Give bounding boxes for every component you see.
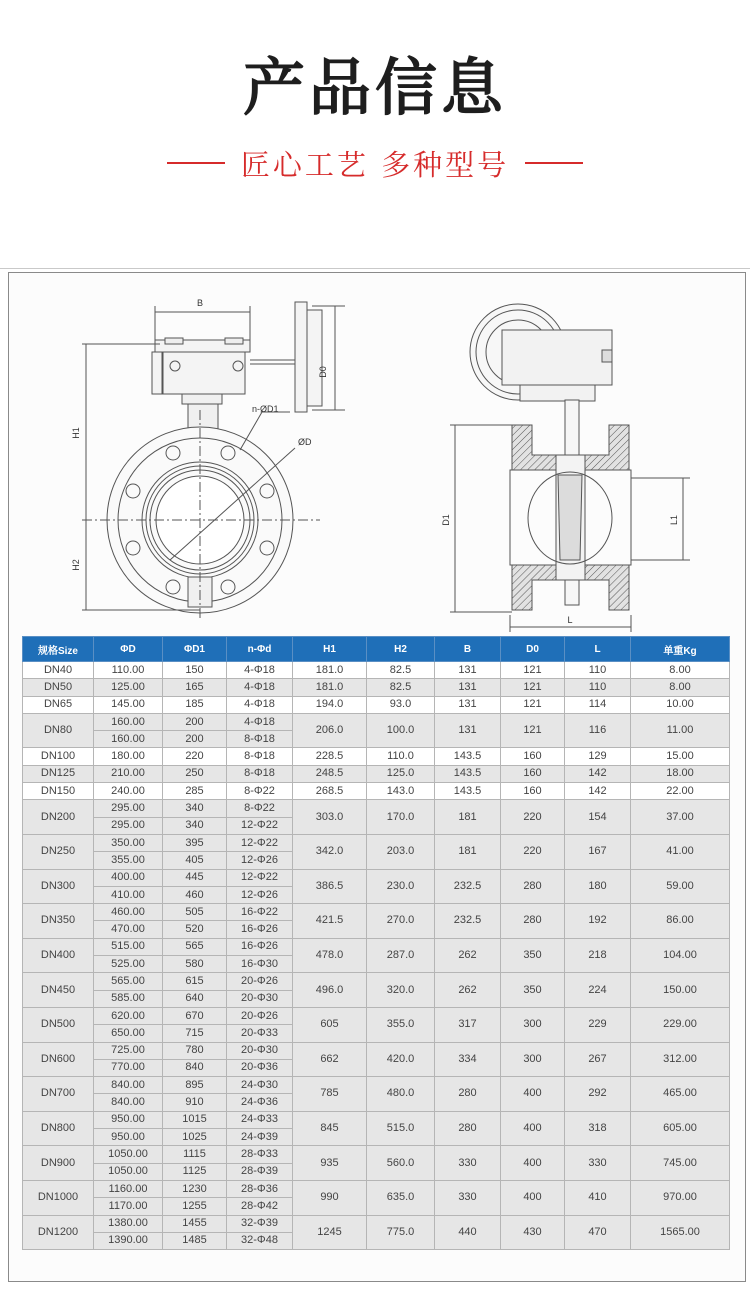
- cell-od1: 1115: [163, 1146, 227, 1163]
- cell-h2: 170.0: [367, 800, 435, 835]
- cell-od: 950.00: [94, 1111, 163, 1128]
- cell-od: 525.00: [94, 956, 163, 973]
- cell-l: 116: [565, 713, 631, 748]
- cell-h2: 82.5: [367, 679, 435, 696]
- cell-h2: 775.0: [367, 1215, 435, 1250]
- spec-table-body: [23, 662, 730, 1250]
- cell-l: 292: [565, 1077, 631, 1112]
- cell-b: 262: [435, 973, 501, 1008]
- cell-size: DN800: [23, 1111, 94, 1146]
- cell-od: 295.00: [94, 817, 163, 834]
- cell-od1: 1015: [163, 1111, 227, 1128]
- cell-size: DN1200: [23, 1215, 94, 1250]
- cell-l: 267: [565, 1042, 631, 1077]
- cell-h1: 386.5: [293, 869, 367, 904]
- cell-b: 181: [435, 800, 501, 835]
- cell-size: DN900: [23, 1146, 94, 1181]
- cell-d0: 220: [501, 834, 565, 869]
- cell-weight: 15.00: [631, 748, 730, 765]
- cell-l: 142: [565, 783, 631, 800]
- cell-od: 1380.00: [94, 1215, 163, 1232]
- cell-h2: 515.0: [367, 1111, 435, 1146]
- cell-d0: 300: [501, 1042, 565, 1077]
- dim-d-label: ØD: [298, 437, 312, 447]
- cell-od: 1170.00: [94, 1198, 163, 1215]
- cell-od1: 1230: [163, 1180, 227, 1197]
- cell-h1: 496.0: [293, 973, 367, 1008]
- cell-bolts: 20-Φ30: [227, 1042, 293, 1059]
- dim-d1-label: D1: [441, 514, 451, 526]
- cell-od: 470.00: [94, 921, 163, 938]
- cell-d0: 400: [501, 1180, 565, 1215]
- cell-l: 110: [565, 679, 631, 696]
- cell-od: 515.00: [94, 938, 163, 955]
- cell-h2: 230.0: [367, 869, 435, 904]
- cell-weight: 150.00: [631, 973, 730, 1008]
- cell-b: 280: [435, 1111, 501, 1146]
- cell-size: DN700: [23, 1077, 94, 1112]
- cell-od: 585.00: [94, 990, 163, 1007]
- cell-d0: 400: [501, 1146, 565, 1181]
- cell-bolts: 8-Φ22: [227, 783, 293, 800]
- dim-nd1-label: n-ØD1: [252, 404, 279, 414]
- cell-od1: 220: [163, 748, 227, 765]
- cell-od: 1390.00: [94, 1232, 163, 1249]
- cell-weight: 18.00: [631, 765, 730, 782]
- cell-weight: 8.00: [631, 679, 730, 696]
- cell-l: 180: [565, 869, 631, 904]
- cell-b: 131: [435, 679, 501, 696]
- cell-od1: 150: [163, 662, 227, 679]
- cell-h2: 270.0: [367, 904, 435, 939]
- cell-size: DN125: [23, 765, 94, 782]
- cell-od: 565.00: [94, 973, 163, 990]
- cell-bolts: 4-Φ18: [227, 713, 293, 730]
- cell-l: 330: [565, 1146, 631, 1181]
- cell-b: 317: [435, 1007, 501, 1042]
- cell-od: 840.00: [94, 1077, 163, 1094]
- cell-od1: 640: [163, 990, 227, 1007]
- cell-bolts: 8-Φ22: [227, 800, 293, 817]
- cell-od: 110.00: [94, 662, 163, 679]
- cell-l: 142: [565, 765, 631, 782]
- cell-b: 330: [435, 1146, 501, 1181]
- cell-od1: 405: [163, 852, 227, 869]
- table-row: [23, 938, 730, 955]
- cell-b: 232.5: [435, 869, 501, 904]
- cell-h1: 194.0: [293, 696, 367, 713]
- cell-h1: 605: [293, 1007, 367, 1042]
- cell-size: DN600: [23, 1042, 94, 1077]
- cell-weight: 1565.00: [631, 1215, 730, 1250]
- cell-l: 114: [565, 696, 631, 713]
- cell-bolts: 12-Φ26: [227, 886, 293, 903]
- col-header-d0: D0: [501, 637, 565, 662]
- cell-h2: 203.0: [367, 834, 435, 869]
- cell-h2: 420.0: [367, 1042, 435, 1077]
- cell-od1: 250: [163, 765, 227, 782]
- cell-d0: 350: [501, 973, 565, 1008]
- cell-od: 145.00: [94, 696, 163, 713]
- cell-h1: 181.0: [293, 679, 367, 696]
- cell-bolts: 24-Φ33: [227, 1111, 293, 1128]
- cell-size: DN65: [23, 696, 94, 713]
- cell-h2: 355.0: [367, 1007, 435, 1042]
- cell-bolts: 32-Φ39: [227, 1215, 293, 1232]
- cell-size: DN150: [23, 783, 94, 800]
- cell-od1: 615: [163, 973, 227, 990]
- table-row: [23, 1111, 730, 1128]
- cell-bolts: 20-Φ36: [227, 1059, 293, 1076]
- cell-bolts: 16-Φ22: [227, 904, 293, 921]
- cell-size: DN40: [23, 662, 94, 679]
- cell-weight: 104.00: [631, 938, 730, 973]
- cell-b: 143.5: [435, 765, 501, 782]
- cell-bolts: 20-Φ30: [227, 990, 293, 1007]
- cell-od: 355.00: [94, 852, 163, 869]
- cell-size: DN450: [23, 973, 94, 1008]
- dim-l-label: L: [567, 615, 573, 625]
- cell-l: 318: [565, 1111, 631, 1146]
- cell-h2: 125.0: [367, 765, 435, 782]
- cell-d0: 400: [501, 1077, 565, 1112]
- cell-bolts: 4-Φ18: [227, 662, 293, 679]
- dim-b-label: B: [196, 298, 204, 308]
- table-row: [23, 713, 730, 730]
- cell-b: 330: [435, 1180, 501, 1215]
- cell-od1: 1255: [163, 1198, 227, 1215]
- cell-size: DN250: [23, 834, 94, 869]
- cell-od1: 1455: [163, 1215, 227, 1232]
- cell-od1: 340: [163, 800, 227, 817]
- dim-h1-label: H1: [71, 427, 81, 439]
- cell-bolts: 16-Φ26: [227, 921, 293, 938]
- cell-bolts: 12-Φ26: [227, 852, 293, 869]
- col-header-b: B: [435, 637, 501, 662]
- cell-od: 1050.00: [94, 1146, 163, 1163]
- cell-l: 192: [565, 904, 631, 939]
- cell-od1: 520: [163, 921, 227, 938]
- cell-b: 334: [435, 1042, 501, 1077]
- cell-b: 143.5: [435, 748, 501, 765]
- cell-od: 1050.00: [94, 1163, 163, 1180]
- cell-weight: 229.00: [631, 1007, 730, 1042]
- cell-od: 125.00: [94, 679, 163, 696]
- table-row: [23, 1007, 730, 1024]
- cell-h1: 935: [293, 1146, 367, 1181]
- cell-od1: 185: [163, 696, 227, 713]
- cell-bolts: 24-Φ36: [227, 1094, 293, 1111]
- cell-l: 218: [565, 938, 631, 973]
- page-subtitle: 匠心工艺 多种型号: [240, 147, 510, 182]
- cell-weight: 8.00: [631, 662, 730, 679]
- cell-l: 224: [565, 973, 631, 1008]
- cell-h2: 480.0: [367, 1077, 435, 1112]
- cell-b: 131: [435, 662, 501, 679]
- cell-bolts: 20-Φ26: [227, 973, 293, 990]
- cell-d0: 430: [501, 1215, 565, 1250]
- cell-bolts: 20-Φ26: [227, 1007, 293, 1024]
- cell-d0: 400: [501, 1111, 565, 1146]
- cell-size: DN350: [23, 904, 94, 939]
- cell-d0: 121: [501, 679, 565, 696]
- cell-d0: 160: [501, 783, 565, 800]
- cell-od: 350.00: [94, 834, 163, 851]
- table-row: [23, 1146, 730, 1163]
- cell-size: DN300: [23, 869, 94, 904]
- dim-l1-label: L1: [669, 514, 679, 526]
- cell-weight: 86.00: [631, 904, 730, 939]
- cell-od: 620.00: [94, 1007, 163, 1024]
- cell-d0: 121: [501, 662, 565, 679]
- cell-bolts: 8-Φ18: [227, 731, 293, 748]
- cell-d0: 300: [501, 1007, 565, 1042]
- cell-od1: 1025: [163, 1129, 227, 1146]
- cell-d0: 350: [501, 938, 565, 973]
- cell-h2: 82.5: [367, 662, 435, 679]
- cell-h2: 110.0: [367, 748, 435, 765]
- cell-l: 470: [565, 1215, 631, 1250]
- table-row: [23, 662, 730, 679]
- cell-od1: 910: [163, 1094, 227, 1111]
- table-row: [23, 834, 730, 851]
- table-row: [23, 1215, 730, 1232]
- cell-od: 770.00: [94, 1059, 163, 1076]
- cell-h1: 206.0: [293, 713, 367, 748]
- cell-h2: 320.0: [367, 973, 435, 1008]
- cell-size: DN200: [23, 800, 94, 835]
- cell-od1: 505: [163, 904, 227, 921]
- table-row: [23, 800, 730, 817]
- cell-bolts: 28-Φ36: [227, 1180, 293, 1197]
- cell-od1: 460: [163, 886, 227, 903]
- cell-h1: 845: [293, 1111, 367, 1146]
- dim-h2-label: H2: [71, 559, 81, 571]
- cell-od: 295.00: [94, 800, 163, 817]
- table-row: [23, 783, 730, 800]
- cell-bolts: 4-Φ18: [227, 679, 293, 696]
- cell-h1: 1245: [293, 1215, 367, 1250]
- col-header-od1: ΦD1: [163, 637, 227, 662]
- cell-size: DN100: [23, 748, 94, 765]
- cell-bolts: 12-Φ22: [227, 869, 293, 886]
- cell-od1: 340: [163, 817, 227, 834]
- cell-od1: 1485: [163, 1232, 227, 1249]
- cell-od1: 895: [163, 1077, 227, 1094]
- cell-weight: 312.00: [631, 1042, 730, 1077]
- cell-od1: 1125: [163, 1163, 227, 1180]
- cell-d0: 160: [501, 748, 565, 765]
- cell-bolts: 12-Φ22: [227, 834, 293, 851]
- cell-b: 262: [435, 938, 501, 973]
- table-row: [23, 679, 730, 696]
- cell-bolts: 32-Φ48: [227, 1232, 293, 1249]
- cell-od: 240.00: [94, 783, 163, 800]
- col-header-od: ΦD: [94, 637, 163, 662]
- cell-weight: 465.00: [631, 1077, 730, 1112]
- cell-bolts: 16-Φ26: [227, 938, 293, 955]
- table-row: [23, 904, 730, 921]
- cell-h2: 287.0: [367, 938, 435, 973]
- cell-weight: 41.00: [631, 834, 730, 869]
- cell-h1: 181.0: [293, 662, 367, 679]
- cell-l: 154: [565, 800, 631, 835]
- cell-bolts: 8-Φ18: [227, 748, 293, 765]
- cell-d0: 160: [501, 765, 565, 782]
- cell-od1: 395: [163, 834, 227, 851]
- cell-od1: 165: [163, 679, 227, 696]
- cell-bolts: 20-Φ33: [227, 1025, 293, 1042]
- cell-h1: 303.0: [293, 800, 367, 835]
- cell-od1: 200: [163, 713, 227, 730]
- cell-bolts: 12-Φ22: [227, 817, 293, 834]
- cell-od: 210.00: [94, 765, 163, 782]
- cell-od1: 445: [163, 869, 227, 886]
- spec-table: [22, 636, 730, 1250]
- cell-od: 840.00: [94, 1094, 163, 1111]
- cell-h1: 342.0: [293, 834, 367, 869]
- cell-d0: 280: [501, 869, 565, 904]
- cell-size: DN500: [23, 1007, 94, 1042]
- cell-b: 440: [435, 1215, 501, 1250]
- cell-od: 160.00: [94, 731, 163, 748]
- col-header-bolts: n-Φd: [227, 637, 293, 662]
- table-row: [23, 765, 730, 782]
- cell-od1: 565: [163, 938, 227, 955]
- cell-od: 410.00: [94, 886, 163, 903]
- cell-h2: 100.0: [367, 713, 435, 748]
- cell-bolts: 4-Φ18: [227, 696, 293, 713]
- cell-l: 410: [565, 1180, 631, 1215]
- col-header-l: L: [565, 637, 631, 662]
- cell-size: DN400: [23, 938, 94, 973]
- cell-b: 232.5: [435, 904, 501, 939]
- cell-bolts: 24-Φ39: [227, 1129, 293, 1146]
- cell-od1: 840: [163, 1059, 227, 1076]
- cell-weight: 605.00: [631, 1111, 730, 1146]
- table-row: [23, 748, 730, 765]
- cell-h2: 93.0: [367, 696, 435, 713]
- cell-h2: 143.0: [367, 783, 435, 800]
- cell-h1: 248.5: [293, 765, 367, 782]
- cell-l: 229: [565, 1007, 631, 1042]
- table-row: [23, 1077, 730, 1094]
- cell-h2: 635.0: [367, 1180, 435, 1215]
- table-row: [23, 869, 730, 886]
- valve-drawing: [0, 0, 750, 640]
- cell-d0: 121: [501, 696, 565, 713]
- cell-size: DN50: [23, 679, 94, 696]
- cell-weight: 22.00: [631, 783, 730, 800]
- cell-b: 181: [435, 834, 501, 869]
- cell-weight: 37.00: [631, 800, 730, 835]
- cell-od: 950.00: [94, 1129, 163, 1146]
- col-header-h2: H2: [367, 637, 435, 662]
- cell-bolts: 28-Φ39: [227, 1163, 293, 1180]
- cell-h1: 662: [293, 1042, 367, 1077]
- cell-b: 143.5: [435, 783, 501, 800]
- cell-l: 129: [565, 748, 631, 765]
- cell-weight: 10.00: [631, 696, 730, 713]
- cell-weight: 970.00: [631, 1180, 730, 1215]
- cell-bolts: 24-Φ30: [227, 1077, 293, 1094]
- cell-od1: 580: [163, 956, 227, 973]
- cell-od: 460.00: [94, 904, 163, 921]
- cell-size: DN1000: [23, 1180, 94, 1215]
- table-row: [23, 696, 730, 713]
- table-row: [23, 1042, 730, 1059]
- cell-h1: 785: [293, 1077, 367, 1112]
- cell-od: 160.00: [94, 713, 163, 730]
- cell-h1: 421.5: [293, 904, 367, 939]
- page-title: 产品信息: [242, 51, 507, 124]
- cell-d0: 280: [501, 904, 565, 939]
- cell-h1: 478.0: [293, 938, 367, 973]
- table-row: [23, 1180, 730, 1197]
- front-view: [82, 302, 345, 620]
- cell-bolts: 28-Φ42: [227, 1198, 293, 1215]
- cell-od: 180.00: [94, 748, 163, 765]
- cell-od1: 285: [163, 783, 227, 800]
- cell-od1: 780: [163, 1042, 227, 1059]
- cell-od1: 200: [163, 731, 227, 748]
- col-header-size: 规格Size: [23, 637, 94, 662]
- cell-b: 280: [435, 1077, 501, 1112]
- cell-h1: 990: [293, 1180, 367, 1215]
- cell-b: 131: [435, 713, 501, 748]
- cell-bolts: 8-Φ18: [227, 765, 293, 782]
- side-section-view: [450, 304, 690, 632]
- cell-l: 110: [565, 662, 631, 679]
- cell-h2: 560.0: [367, 1146, 435, 1181]
- cell-d0: 121: [501, 713, 565, 748]
- col-header-weight: 单重Kg: [631, 637, 730, 662]
- cell-b: 131: [435, 696, 501, 713]
- cell-od1: 715: [163, 1025, 227, 1042]
- col-header-h1: H1: [293, 637, 367, 662]
- cell-l: 167: [565, 834, 631, 869]
- cell-od: 1160.00: [94, 1180, 163, 1197]
- cell-weight: 745.00: [631, 1146, 730, 1181]
- cell-od: 725.00: [94, 1042, 163, 1059]
- cell-weight: 59.00: [631, 869, 730, 904]
- cell-od: 400.00: [94, 869, 163, 886]
- cell-size: DN80: [23, 713, 94, 748]
- dim-d0-label: D0: [318, 366, 328, 378]
- cell-od: 650.00: [94, 1025, 163, 1042]
- table-row: [23, 973, 730, 990]
- cell-bolts: 28-Φ33: [227, 1146, 293, 1163]
- cell-od1: 670: [163, 1007, 227, 1024]
- cell-h1: 228.5: [293, 748, 367, 765]
- cell-bolts: 16-Φ30: [227, 956, 293, 973]
- cell-h1: 268.5: [293, 783, 367, 800]
- cell-d0: 220: [501, 800, 565, 835]
- table-header-row: [23, 637, 730, 662]
- cell-weight: 11.00: [631, 713, 730, 748]
